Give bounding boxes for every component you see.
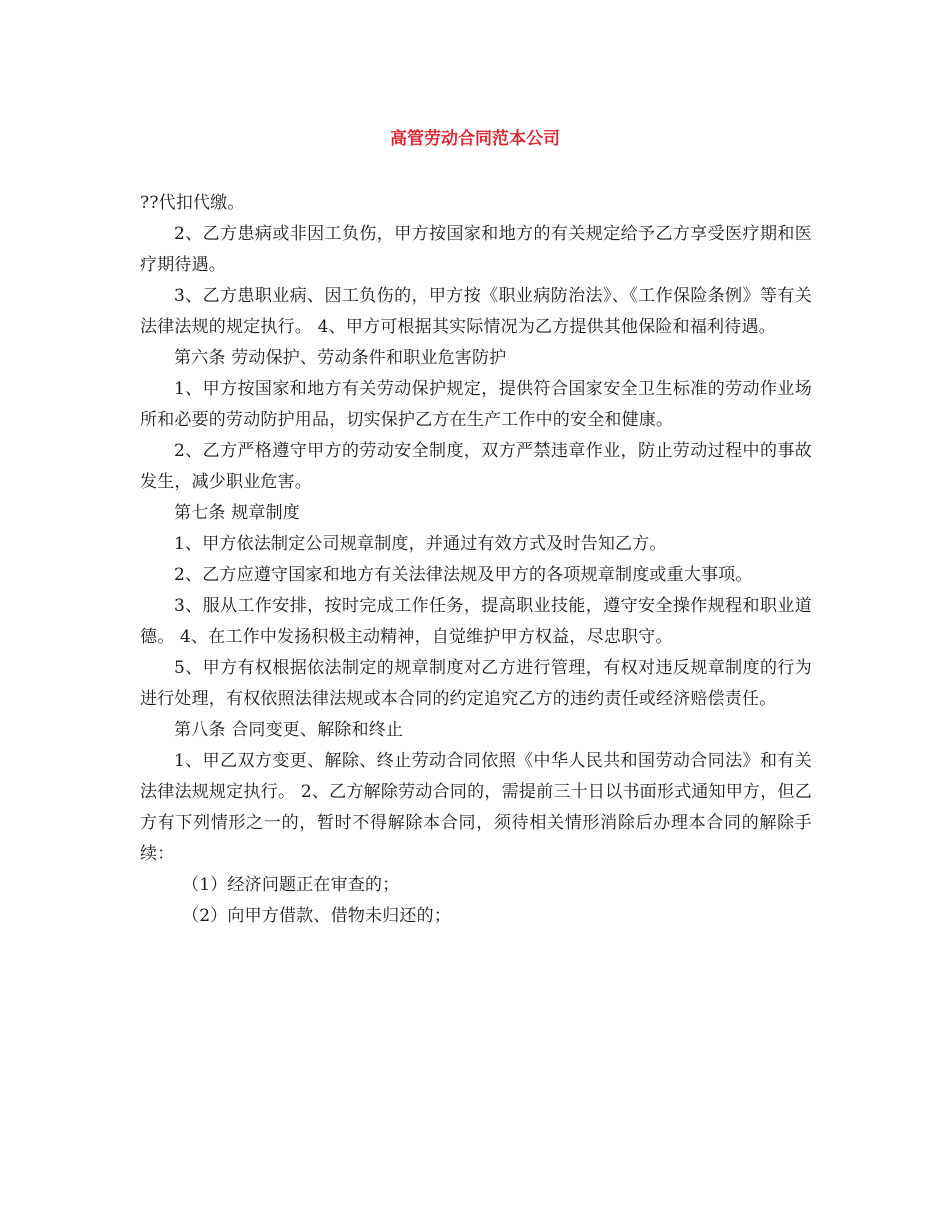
section-heading-article-6: 第六条 劳动保护、劳动条件和职业危害防护 <box>174 348 507 368</box>
paragraph-article-7-clause-1: 1、甲方依法制定公司规章制度，并通过有效方式及时告知乙方。 <box>174 534 667 554</box>
section-heading-article-8: 第八条 合同变更、解除和终止 <box>174 720 404 740</box>
document-body <box>140 188 812 932</box>
paragraph-clause-3-4: 3、乙方患职业病、因工负伤的，甲方按《职业病防治法》、《工作保险条例》等有关法律法规的规定执行。 4、甲方可根据其实际情况为乙方提供其他保险和福利待遇。 <box>140 286 812 337</box>
paragraph-clause-2: 2、乙方患病或非因工负伤，甲方按国家和地方的有关规定给予乙方享受医疗期和医疗期待遇。 <box>140 224 812 275</box>
list-item-condition-2: （2）向甲方借款、借物未归还的； <box>182 906 452 926</box>
paragraph-article-7-clause-2: 2、乙方应遵守国家和地方有关法律法规及甲方的各项规章制度或重大事项。 <box>174 565 753 585</box>
paragraph-continuation: ??代扣代缴。 <box>140 193 245 213</box>
list-item-condition-1: （1）经济问题正在审查的； <box>182 875 400 895</box>
section-heading-article-7: 第七条 规章制度 <box>174 503 301 523</box>
paragraph-article-7-clause-3-4: 3、服从工作安排，按时完成工作任务，提高职业技能，遵守安全操作规程和职业道德。 4、在工作中发扬积极主动精神，自觉维护甲方权益，尽忠职守。 <box>140 596 812 647</box>
paragraph-article-8-clause-1-2: 1、甲乙双方变更、解除、终止劳动合同依照《中华人民共和国劳动合同法》和有关法律法规规定执行。 2、乙方解除劳动合同的，需提前三十日以书面形式通知甲方，但乙方有下列情形之一的，暂时不得解除本合同，须待相关情形消除后办理本合同的解除手续： <box>140 751 812 864</box>
document-title: 高管劳动合同范本公司 <box>390 129 560 149</box>
paragraph-article-7-clause-5: 5、甲方有权根据依法制定的规章制度对乙方进行管理，有权对违反规章制度的行为进行处理，有权依照法律法规或本合同的约定追究乙方的违约责任或经济赔偿责任。 <box>140 658 812 709</box>
paragraph-article-6-clause-2: 2、乙方严格遵守甲方的劳动安全制度，双方严禁违章作业，防止劳动过程中的事故发生，减少职业危害。 <box>140 441 812 492</box>
paragraph-article-6-clause-1: 1、甲方按国家和地方有关劳动保护规定，提供符合国家安全卫生标准的劳动作业场所和必要的劳动防护用品，切实保护乙方在生产工作中的安全和健康。 <box>140 379 812 430</box>
